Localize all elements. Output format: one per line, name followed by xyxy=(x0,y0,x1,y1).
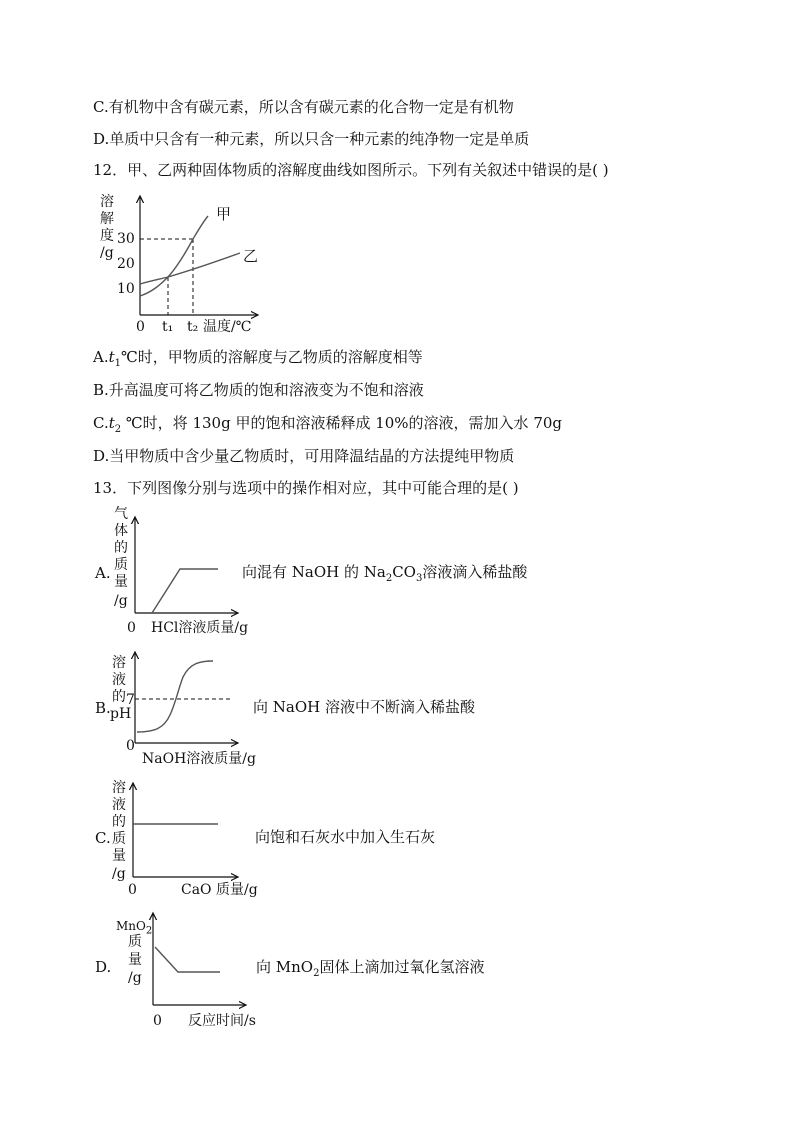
qd-caption: 向 MnO$_2$固体上滴加过氧化氢溶液 xyxy=(256,958,485,979)
qa-ylabel-2: 体 xyxy=(114,523,128,539)
q12-ytick-10: 10 xyxy=(117,281,135,297)
qc-ylabel-4: 质 xyxy=(112,831,126,847)
q12-ylabel-2: 解 xyxy=(100,211,114,227)
q12-ylabel-1: 溶 xyxy=(100,194,114,210)
qb-ylabel-4: pH xyxy=(110,706,132,722)
q12-option-a: $A.t_1℃$时，甲物质的溶解度与乙物质的溶解度相等 xyxy=(93,348,423,369)
qa-caption: 向混有 NaOH 的 $Na_2CO_3$溶液滴入稀盐酸 xyxy=(242,563,528,584)
qa-xlabel: HCl溶液质量/g xyxy=(151,620,249,636)
q12-origin: 0 xyxy=(136,319,145,335)
qa-ylabel-6: /g xyxy=(114,593,128,609)
qa-ylabel-1: 气 xyxy=(114,506,128,522)
qc-ylabel-5: 量 xyxy=(112,848,126,864)
qa-letter: A. xyxy=(95,564,111,582)
qb-curve xyxy=(137,661,213,732)
qb-origin: 0 xyxy=(126,738,135,754)
qb-xlabel: NaOH溶液质量/g xyxy=(142,751,256,767)
qd-ylabel-1: 质 xyxy=(128,934,142,950)
q12-series-yi: 乙 xyxy=(243,247,259,265)
qa-ylabel-4: 质 xyxy=(114,557,128,573)
qa-ylabel-3: 的 xyxy=(114,540,128,556)
qc-ylabel-3: 的 xyxy=(112,814,126,830)
q12-series-jia: 甲 xyxy=(216,205,232,223)
qb-letter: B. xyxy=(95,699,111,717)
qd-curve xyxy=(155,947,220,972)
qd-ylabel-top: MnO$_2$ xyxy=(116,919,153,937)
q12-ylabel-3: 度 xyxy=(100,228,114,244)
question-12-stem: 12．甲、乙两种固体物质的溶解度曲线如图所示。下列有关叙述中错误的是( ) xyxy=(93,161,609,179)
q12-ytick-20: 20 xyxy=(117,256,135,272)
q12-ytick-30: 30 xyxy=(117,231,135,247)
qc-ylabel-6: /g xyxy=(112,866,126,882)
qb-caption: 向 NaOH 溶液中不断滴入稀盐酸 xyxy=(253,698,475,716)
qa-curve xyxy=(152,569,218,613)
qc-xlabel: CaO 质量/g xyxy=(181,882,258,898)
qd-ylabel-3: /g xyxy=(128,970,142,986)
qa-origin: 0 xyxy=(127,620,136,636)
qd-xlabel: 反应时间/s xyxy=(188,1013,256,1029)
qc-ylabel-2: 液 xyxy=(112,797,126,813)
qa-ylabel-5: 量 xyxy=(114,574,128,590)
qc-ylabel-1: 溶 xyxy=(112,780,126,796)
q12-xtick-t2: t₂ xyxy=(187,319,199,335)
qb-ylabel-1: 溶 xyxy=(112,655,126,671)
q12-option-d: D.当甲物质中含少量乙物质时，可用降温结晶的方法提纯甲物质 xyxy=(93,447,515,465)
question-13-stem: 13．下列图像分别与选项中的操作相对应，其中可能合理的是( ) xyxy=(93,479,519,497)
qb-ylabel-3: 的 xyxy=(112,689,126,705)
option-c-previous: C.有机物中含有碳元素，所以含有碳元素的化合物一定是有机物 xyxy=(93,98,514,116)
qd-ylabel-2: 量 xyxy=(128,952,142,968)
option-d-previous: D.单质中只含有一种元素，所以只含一种元素的纯净物一定是单质 xyxy=(93,130,530,148)
q12-option-b: B.升高温度可将乙物质的饱和溶液变为不饱和溶液 xyxy=(93,381,424,399)
qc-caption: 向饱和石灰水中加入生石灰 xyxy=(255,828,436,846)
q12-ylabel-4: /g xyxy=(100,245,114,261)
qb-ytick-7: 7 xyxy=(126,692,135,708)
qd-origin: 0 xyxy=(153,1013,162,1029)
q12-xtick-t1: t₁ xyxy=(162,319,174,335)
qd-letter: D. xyxy=(95,958,112,976)
q12-xlabel: 温度/℃ xyxy=(203,319,252,335)
q12-option-c: $C.t_2$ ℃时，将 130g 甲的饱和溶液稀释成 10%的溶液，需加入水 70g xyxy=(93,414,563,435)
qc-origin: 0 xyxy=(128,882,137,898)
qb-ylabel-2: 液 xyxy=(112,672,126,688)
qc-letter: C. xyxy=(95,829,111,847)
